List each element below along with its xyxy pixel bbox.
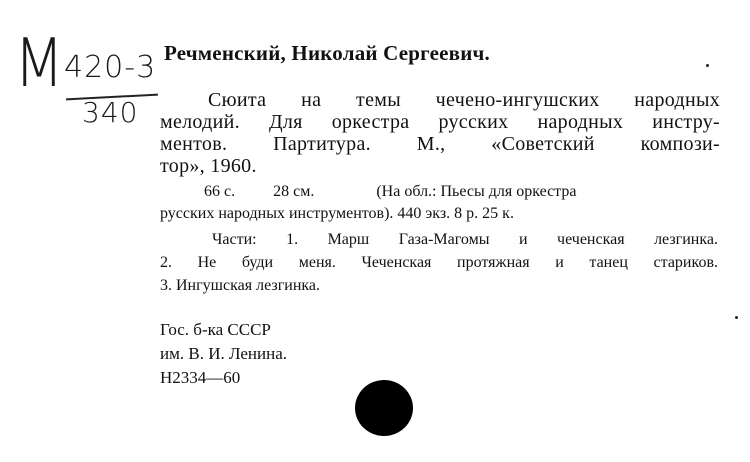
dust-speck (735, 316, 738, 319)
notes-line: 3. Ингушская лезгинка. (160, 277, 321, 294)
card-size: 28 см. (273, 183, 315, 200)
card-punch-hole (355, 380, 413, 436)
dust-speck (706, 64, 709, 67)
series-note-continued: русских народных инструментов). 440 экз. 8 р. 25 к. (160, 205, 514, 222)
notes-line: Части: 1. Марш Газа-Магомы и чеченская лезгинка. (212, 231, 718, 248)
entry-title (160, 89, 720, 177)
contents-notes (160, 228, 718, 297)
entry-heading: Речменский, Николай Сергеевич. (164, 41, 491, 65)
library-line: им. В. И. Ленина. (160, 344, 288, 363)
shelfmark-letter: М (14, 23, 65, 103)
notes-line: 2. Не буди меня. Чеченская протяжная и танец стариков. (160, 254, 718, 271)
shelfmark-number-top: 420-3 (64, 50, 157, 85)
title-line: мелодий. Для оркестра русских народных инстру- (160, 111, 720, 133)
shelfmark-number-bottom: 340 (82, 96, 139, 129)
series-note: (На обл.: Пьесы для оркестра (376, 183, 577, 200)
library-stamp (160, 318, 287, 390)
library-line: Н2334—60 (160, 368, 241, 387)
title-line: тор», 1960. (160, 155, 257, 177)
library-line: Гос. б-ка СССР (160, 320, 271, 339)
title-line: Сюита на темы чечено-ингушских народных (208, 89, 720, 111)
collation (160, 181, 716, 225)
pages-count: 66 с. (204, 183, 236, 200)
title-line: ментов. Партитура. М., «Советский компози- (160, 133, 720, 155)
